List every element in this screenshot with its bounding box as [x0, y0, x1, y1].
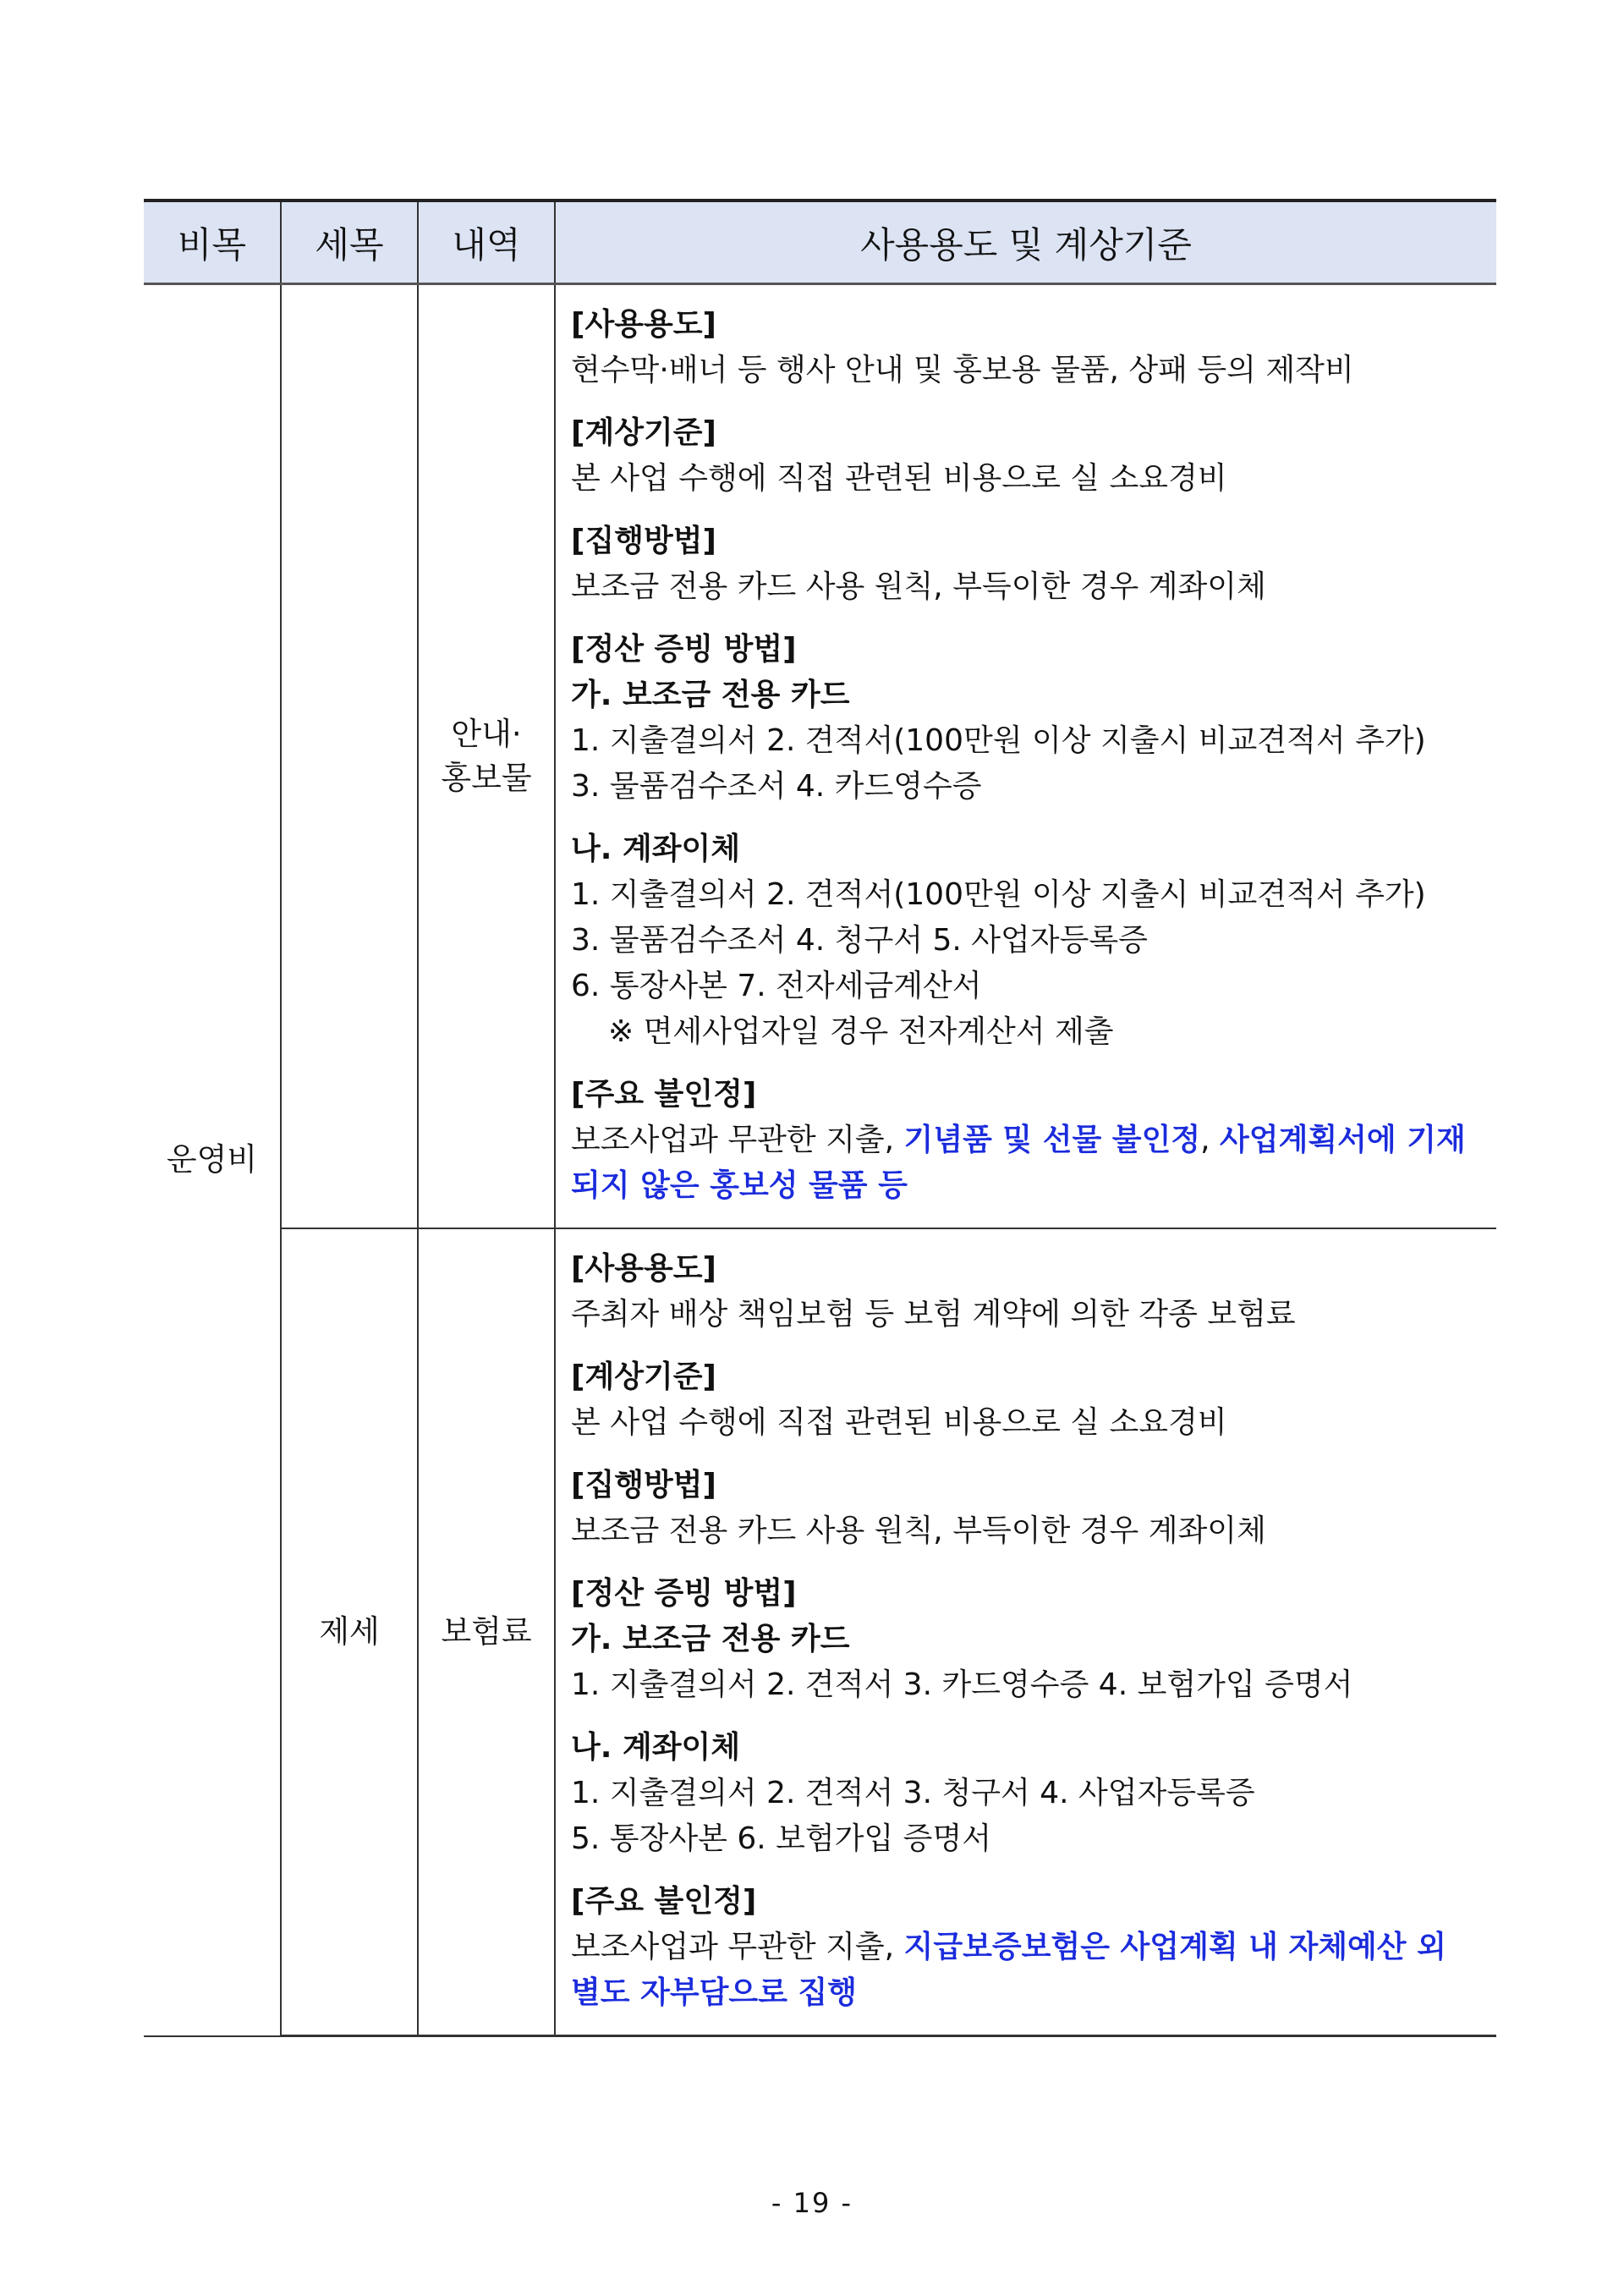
- usage-section: [571, 1246, 1484, 1338]
- bimok-cell: 운영비: [144, 284, 281, 2036]
- reject-highlight: 기념품 및 선물 불인정: [903, 1123, 1201, 1157]
- reject-plain: 보조사업과 무관한 지출,: [571, 1930, 904, 1964]
- exec-section: [571, 1463, 1484, 1554]
- proof-section: [571, 627, 1484, 810]
- table-row: [144, 284, 1496, 1229]
- proof-section: [571, 1571, 1484, 1708]
- exec-section: [571, 519, 1484, 610]
- naeyeok-cell: 보험료: [418, 1228, 555, 2036]
- budget-table: [144, 199, 1496, 2037]
- page-number: - 19 -: [771, 2187, 853, 2219]
- card-title: 가. 보조금 전용 카드: [571, 678, 850, 712]
- exec-title: [집행방법]: [571, 524, 717, 558]
- usage-section: [571, 302, 1484, 393]
- usage-basis-cell: [555, 1228, 1496, 2036]
- transfer-line: 3. 물품검수조서 4. 청구서 5. 사업자등록증: [571, 923, 1148, 958]
- reject-highlight: 사업계획서에 기재되지 않은 홍보성 물품 등: [571, 1123, 1466, 1203]
- proof-title: [정산 증빙 방법]: [571, 1576, 797, 1611]
- exec-text: 보조금 전용 카드 사용 원칙, 부득이한 경우 계좌이체: [571, 569, 1266, 604]
- transfer-section: [571, 827, 1484, 1055]
- reject-title: [주요 불인정]: [571, 1077, 757, 1112]
- reject-section: [571, 1879, 1484, 2016]
- naeyeok-cell: [418, 284, 555, 1229]
- header-bimok: 비목: [144, 200, 281, 284]
- transfer-line: 6. 통장사본 7. 전자세금계산서: [571, 969, 982, 1003]
- naeyeok-line: 홍보물: [441, 760, 532, 796]
- basis-title: [계상기준]: [571, 415, 717, 450]
- card-title: 가. 보조금 전용 카드: [571, 1622, 850, 1656]
- transfer-title: 나. 계좌이체: [571, 1730, 741, 1765]
- table-row: [144, 1228, 1496, 2036]
- reject-title: [주요 불인정]: [571, 1884, 757, 1919]
- basis-text: 본 사업 수행에 직접 관련된 비용으로 실 소요경비: [571, 1405, 1227, 1440]
- card-line: 1. 지출결의서 2. 견적서 3. 카드영수증 4. 보험가입 증명서: [571, 1667, 1353, 1702]
- basis-section: [571, 410, 1484, 502]
- basis-text: 본 사업 수행에 직접 관련된 비용으로 실 소요경비: [571, 461, 1227, 496]
- reject-text: [571, 1925, 1484, 2016]
- header-naeyeok: 내역: [418, 200, 555, 284]
- usage-basis-cell: [555, 284, 1496, 1229]
- basis-section: [571, 1354, 1484, 1446]
- transfer-line: 5. 통장사본 6. 보험가입 증명서: [571, 1821, 992, 1856]
- semok-cell: 제세: [281, 1228, 418, 2036]
- usage-text: 주최자 배상 책임보험 등 보험 계약에 의한 각종 보험료: [571, 1297, 1296, 1332]
- exec-title: [집행방법]: [571, 1468, 717, 1502]
- proof-title: [정산 증빙 방법]: [571, 632, 797, 667]
- exec-text: 보조금 전용 카드 사용 원칙, 부득이한 경우 계좌이체: [571, 1513, 1266, 1548]
- reject-section: [571, 1072, 1484, 1209]
- usage-title: [사용용도]: [571, 307, 717, 342]
- header-semok: 세목: [281, 200, 418, 284]
- usage-text: 현수막·배너 등 행사 안내 및 홍보용 물품, 상패 등의 제작비: [571, 353, 1354, 387]
- card-line: 1. 지출결의서 2. 견적서(100만원 이상 지출시 비교견적서 추가): [571, 723, 1426, 758]
- transfer-title: 나. 계좌이체: [571, 832, 741, 866]
- transfer-section: [571, 1725, 1484, 1862]
- reject-text: [571, 1118, 1484, 1209]
- usage-title: [사용용도]: [571, 1251, 717, 1286]
- reject-plain: 보조사업과 무관한 지출,: [571, 1123, 904, 1157]
- transfer-line: 1. 지출결의서 2. 견적서(100만원 이상 지출시 비교견적서 추가): [571, 877, 1426, 912]
- semok-cell: [281, 284, 418, 1229]
- reject-highlight: 지급보증보험은 사업계획 내 자체예산 외 별도 자부담으로 집행: [571, 1930, 1446, 2010]
- transfer-line: 1. 지출결의서 2. 견적서 3. 청구서 4. 사업자등록증: [571, 1776, 1255, 1810]
- table-header-row: [144, 200, 1496, 284]
- reject-separator: ,: [1200, 1123, 1221, 1157]
- naeyeok-line: 안내·: [451, 716, 522, 753]
- header-usage-basis: 사용용도 및 계상기준: [555, 200, 1496, 284]
- basis-title: [계상기준]: [571, 1359, 717, 1394]
- card-line: 3. 물품검수조서 4. 카드영수증: [571, 769, 982, 804]
- tax-exempt-note: ※ 면세사업자일 경우 전자계산서 제출: [608, 1014, 1114, 1049]
